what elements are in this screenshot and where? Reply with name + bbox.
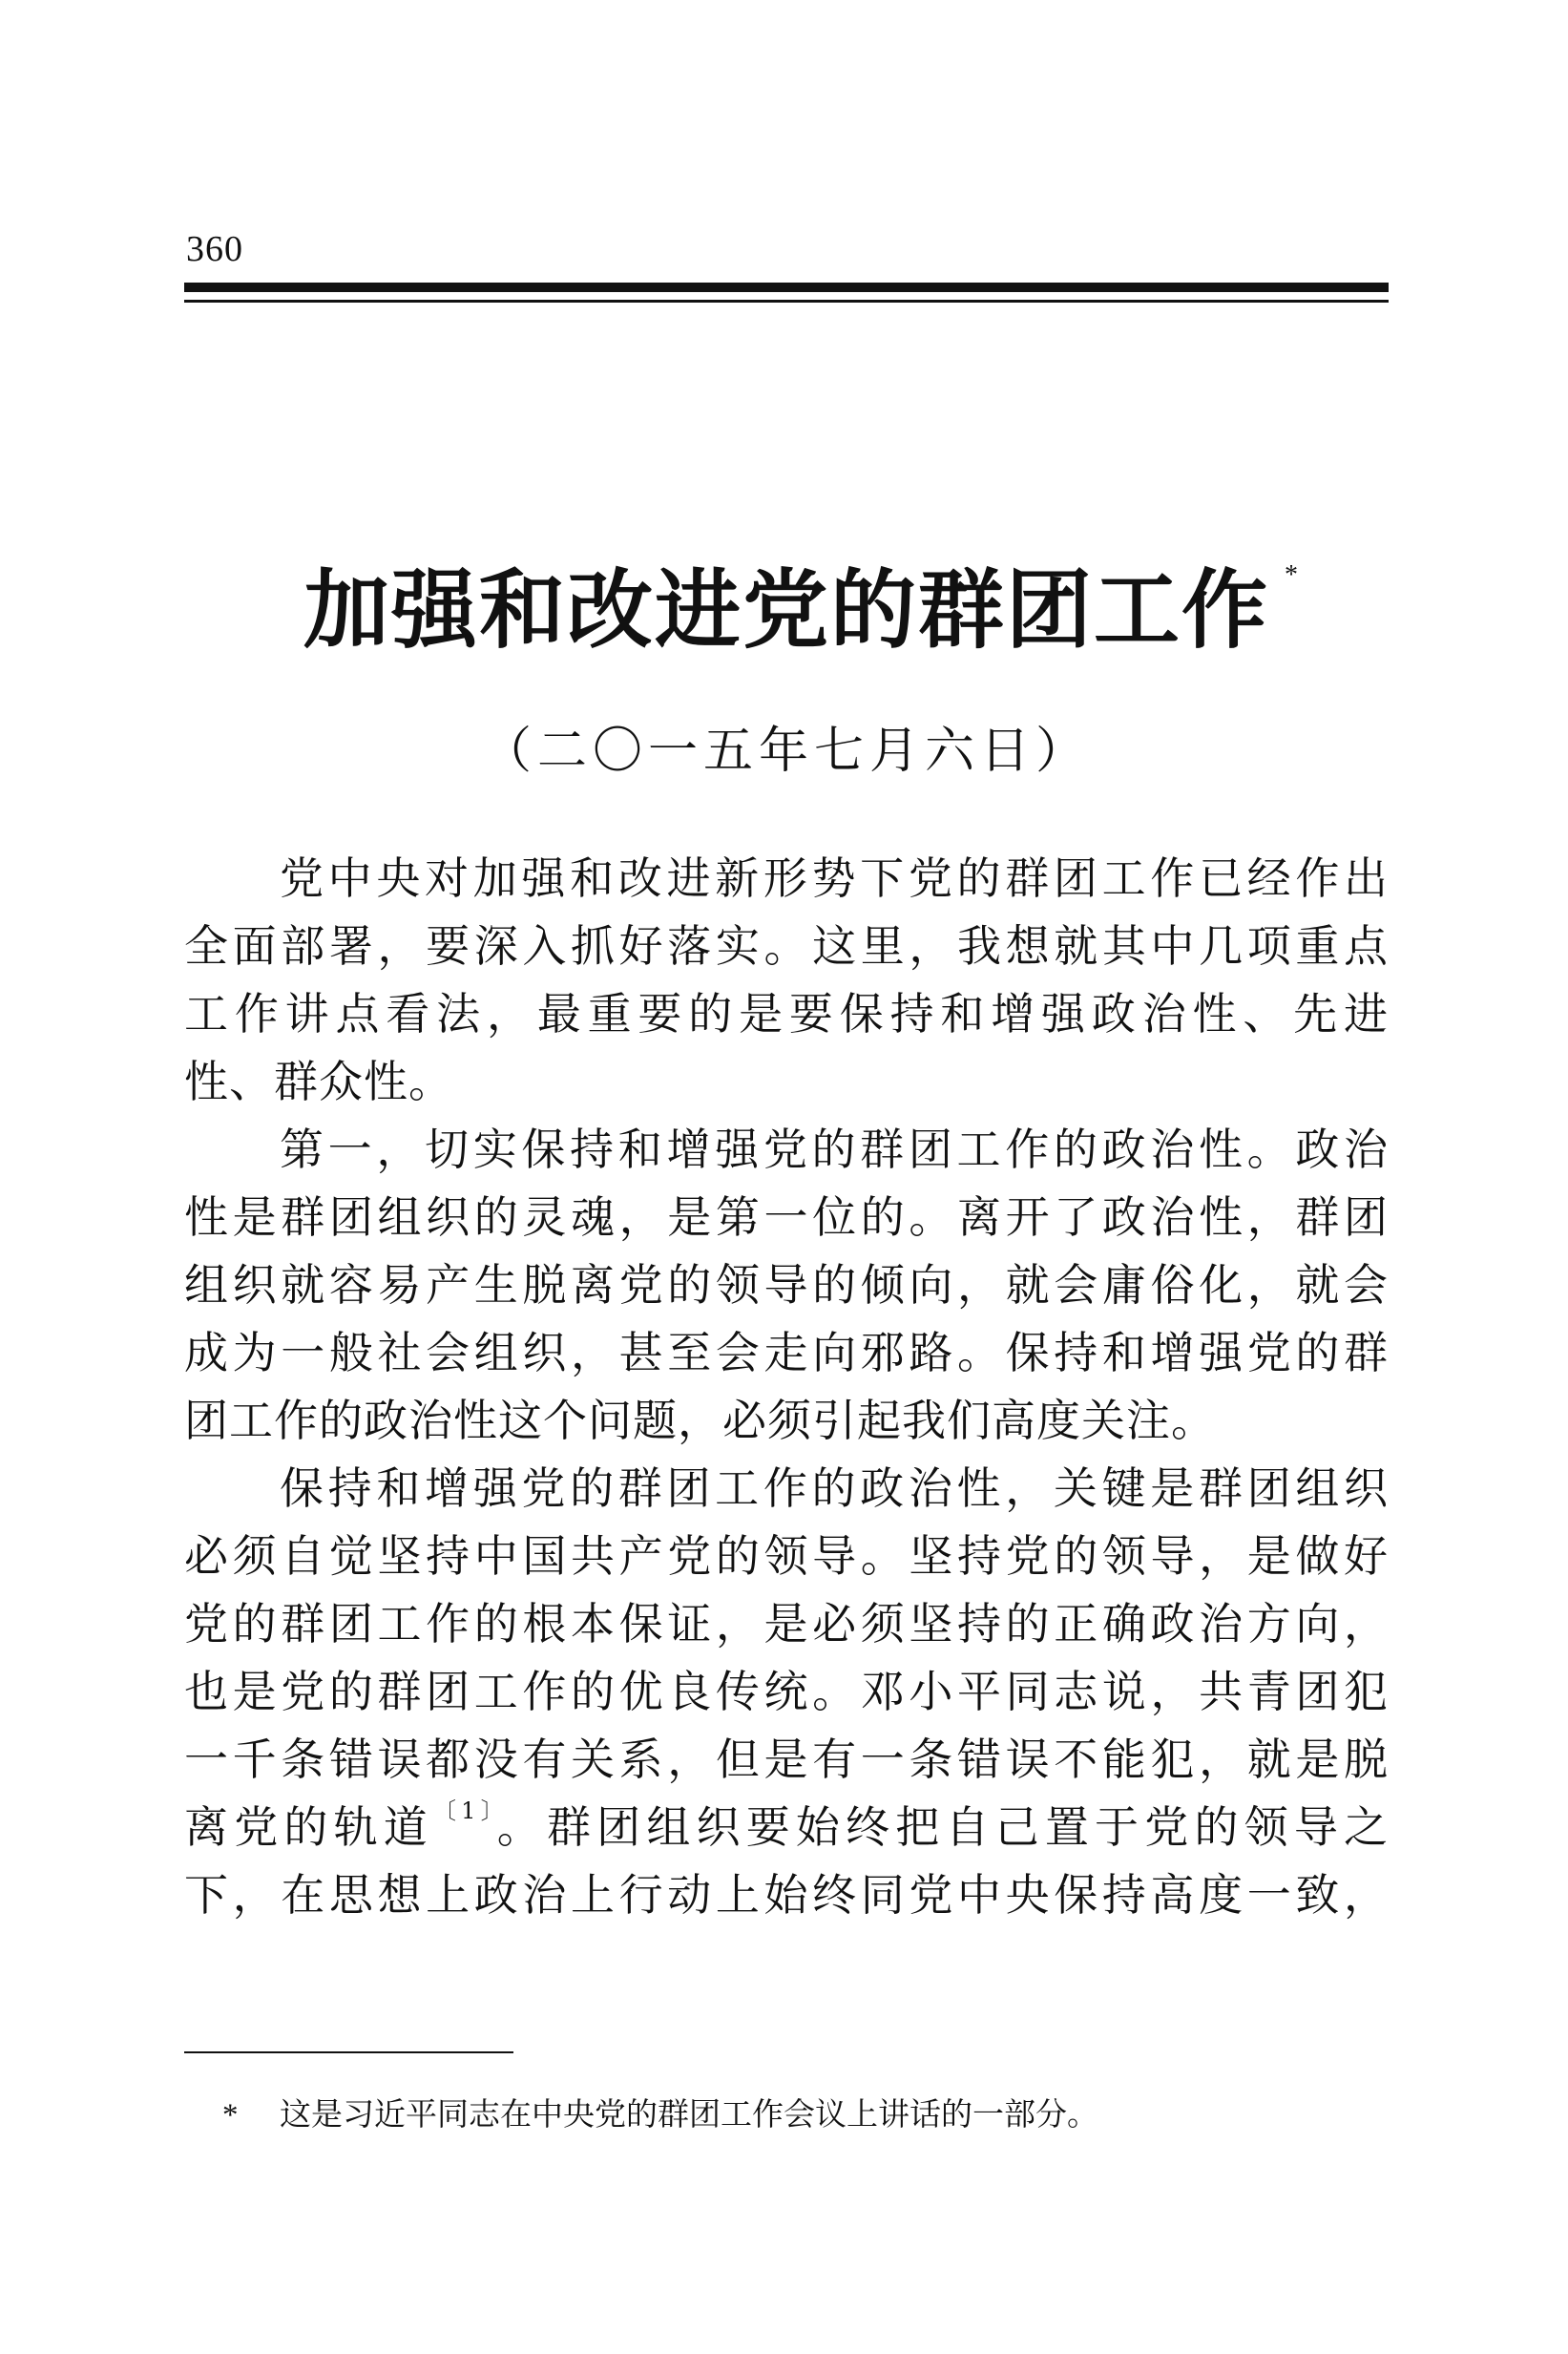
footnote-text: 这是习近平同志在中央党的群团工作会议上讲话的一部分。 bbox=[280, 2095, 1098, 2133]
header-rule-thin bbox=[184, 300, 1389, 303]
article-title bbox=[303, 558, 1300, 663]
text-line bbox=[184, 1794, 1389, 1861]
article-date: （二〇一五年七月六日） bbox=[481, 723, 1091, 780]
note-reference: 〔1〕 bbox=[432, 1797, 497, 1824]
text-line: 团工作的政治性这个问题，必须引起我们高度关注。 bbox=[184, 1395, 1216, 1446]
title-footnote-mark: * bbox=[1285, 560, 1300, 590]
text-line: 必须自觉坚持中国共产党的领导。坚持党的领导，是做好 bbox=[184, 1530, 1389, 1582]
title-block bbox=[184, 558, 1389, 663]
text-line: 党中央对加强和改进新形势下党的群团工作已经作出 bbox=[280, 852, 1389, 904]
text-line: 工作讲点看法，最重要的是要保持和增强政治性、先进 bbox=[184, 988, 1389, 1040]
header-rule-thick bbox=[184, 283, 1389, 292]
text-line: 第一，切实保持和增强党的群团工作的政治性。政治 bbox=[280, 1124, 1389, 1175]
page-number: 360 bbox=[186, 229, 243, 269]
text-line: 全面部署，要深入抓好落实。这里，我想就其中几项重点 bbox=[184, 920, 1389, 972]
text-segment: 。群团组织要始终把自己置于党的领导之 bbox=[496, 1801, 1390, 1853]
footnote-mark: * bbox=[222, 2098, 239, 2133]
text-line: 保持和增强党的群团工作的政治性，关键是群团组织 bbox=[280, 1462, 1389, 1514]
text-line: 也是党的群团工作的优良传统。邓小平同志说，共青团犯 bbox=[184, 1666, 1389, 1717]
article-title-text: 加强和改进党的群团工作 bbox=[303, 560, 1269, 661]
text-line: 性是群团组织的灵魂，是第一位的。离开了政治性，群团 bbox=[184, 1191, 1389, 1243]
text-line: 党的群团工作的根本保证，是必须坚持的正确政治方向， bbox=[184, 1598, 1389, 1650]
text-line: 下，在思想上政治上行动上始终同党中央保持高度一致， bbox=[184, 1869, 1389, 1921]
text-line: 性、群众性。 bbox=[184, 1056, 453, 1107]
footnote-rule bbox=[184, 2051, 513, 2053]
text-line: 一千条错误都没有关系，但是有一条错误不能犯，就是脱 bbox=[184, 1734, 1389, 1785]
text-segment: 离党的轨道 bbox=[184, 1801, 433, 1853]
body-text bbox=[184, 845, 1389, 1929]
footnote bbox=[222, 2095, 1098, 2134]
text-line: 成为一般社会组织，甚至会走向邪路。保持和增强党的群 bbox=[184, 1327, 1389, 1378]
text-line: 组织就容易产生脱离党的领导的倾向，就会庸俗化，就会 bbox=[184, 1259, 1389, 1311]
